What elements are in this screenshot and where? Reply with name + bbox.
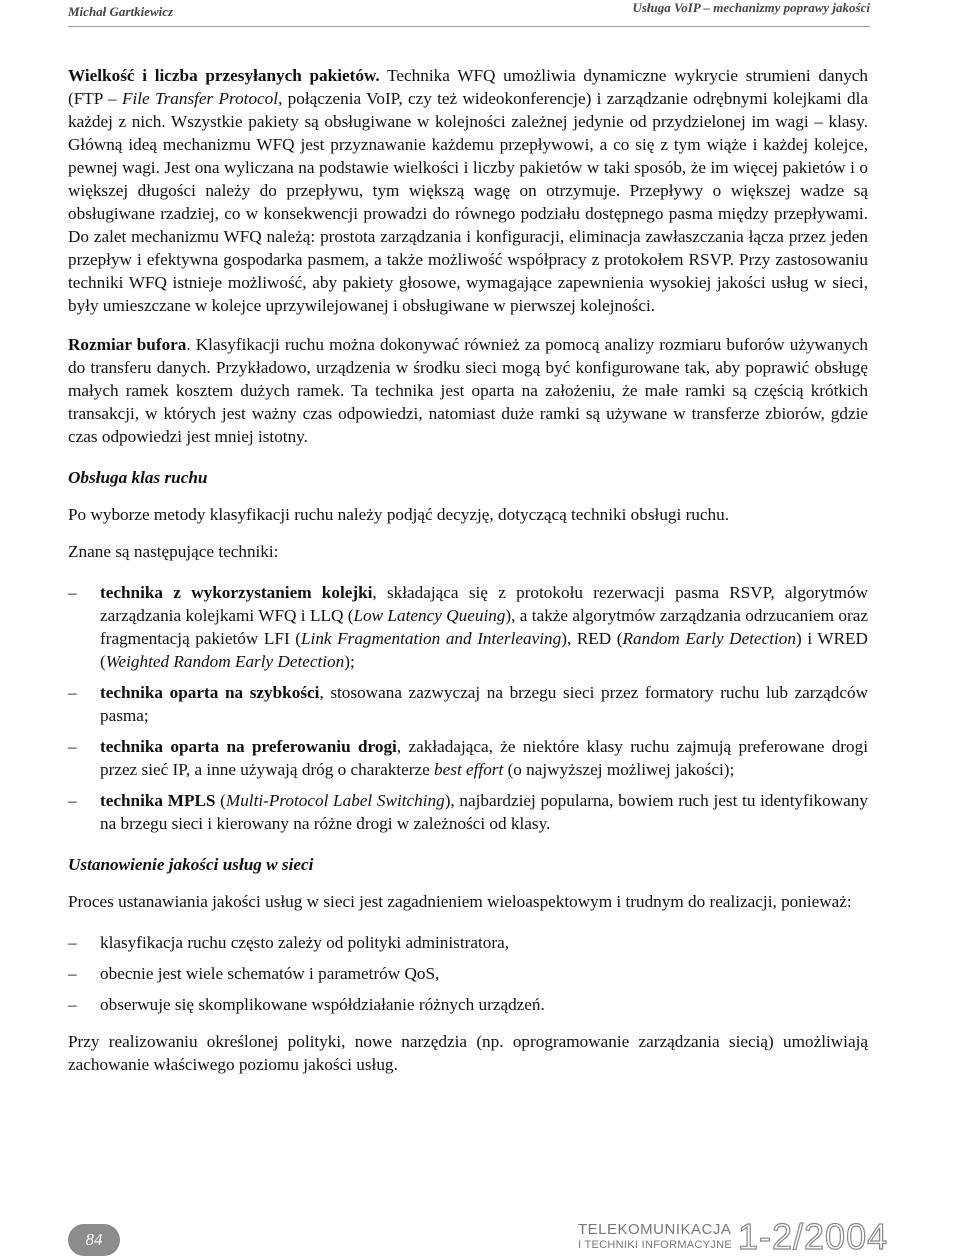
dash-bullet: – [68, 933, 77, 952]
text: (o najwyższej możliwej jakości); [503, 760, 735, 779]
publication-subtitle: I TECHNIKI INFORMACYJNE [578, 1239, 732, 1251]
text: . Klasyfikacji ruchu można dokonywać również za pomocą analizy rozmiaru buforów używanych do transferu danych. Przykładowo, urządzenia w środku sieci mogą być konfigurowane tak, aby poprawić obsługę małych ramek kosztem dużych ramek. Ta technika jest oparta na założeniu, że małe ramki są częścią krótkich transakcji, w których jest ważny czas odpowiedzi, natomiast duże ramki są używane w transferze zbiorów, gdzie czas odpowiedzi jest mniej istotny. [68, 335, 868, 446]
paragraph-buffer-size [68, 333, 868, 448]
paragraph-packet-size [68, 64, 868, 317]
techniques-list [68, 581, 868, 835]
page-footer [0, 1218, 960, 1256]
paragraph: Proces ustanawiania jakości usług w sieci jest zagadnieniem wieloaspektowym i trudnym do realizacji, ponieważ: [68, 892, 852, 911]
list-item [68, 735, 868, 781]
text: , połączenia VoIP, czy też wideokonferencje) i zarządzanie odrębnymi kolejkami dla każdej z nich. Wszystkie pakiety są obsługiwane w kolejności zależnej jedynie od przydzielonej im wagi – klasy. Główną ideą mechanizmu WFQ jest przyznawanie każdemu przepływowi, a co się z tym wiąże i każdej kolejce, pewnej wagi. Jest ona wyliczana na podstawie wielkości i liczby pakietów w taki sposób, że im więcej pakietów i o większej długości należy do przepływu, tym większą wagę on otrzymuje. Przepływy o większej wadze są obsługiwane rzadziej, co w konsekwencji prowadzi do równego podziału dostępnego pasma między przepływami. Do zalet mechanizmu WFQ należą: prostota zarządzania i konfiguracji, eliminacja zawłaszczania łącza przez jeden przepływ i efektywna gospodarka pasmem, a także możliwość współpracy z protokołem RSVP. Przy zastosowaniu techniki WFQ istnieje możliwość, aby pakiety głosowe, wymagające zapewnienia wysokiej jakości usług w sieci, były umieszczane w kolejce uprzywilejowanej i obsługiwane w pierwszej kolejności. [68, 89, 868, 315]
issue-number: 1-2/2004 [738, 1216, 889, 1257]
paragraph: Przy realizowaniu określonej polityki, nowe narzędzia (np. oprogramowanie zarządzania siecią) umożliwiają zachowanie właściwego poziomu jakości usług. [68, 1032, 868, 1074]
term: technika MPLS [100, 791, 216, 810]
dash-bullet: – [68, 583, 77, 602]
paragraph: Po wyborze metody klasyfikacji ruchu należy podjąć decyzję, dotyczącą techniki obsługi ruchu. [68, 505, 730, 524]
paragraph-heading: Rozmiar bufora [68, 335, 187, 354]
text: obserwuje się skomplikowane współdziałanie różnych urządzeń. [100, 995, 545, 1014]
text: obecnie jest wiele schematów i parametrów QoS, [100, 964, 440, 983]
list-item [68, 962, 868, 985]
publication-name: TELEKOMUNIKACJA [578, 1221, 732, 1238]
text: ), RED ( [561, 629, 623, 648]
dash-bullet: – [68, 791, 77, 810]
term: technika oparta na preferowaniu drogi [100, 737, 397, 756]
text: , składająca się z protokołu rezerwacji pasma RSVP, algorytmów zarządzania kolejkami WFQ i LLQ ( [100, 583, 868, 625]
publication-logo [578, 1222, 732, 1252]
italic-term: best effort [434, 760, 504, 779]
italic-term: File Transfer Protocol [121, 89, 279, 108]
dash-bullet: – [68, 964, 77, 983]
reasons-list [68, 931, 868, 1016]
text: , zakładająca, że niektóre klasy ruchu zajmują preferowane drogi przez sieć IP, a inne używają dróg o charakterze [100, 737, 868, 779]
list-item [68, 931, 868, 954]
italic-term: Low Latency Queuing [353, 606, 506, 625]
list-item [68, 789, 868, 835]
italic-term: Random Early Detection [622, 629, 796, 648]
header-author: Michał Gartkiewicz [68, 4, 174, 19]
text: klasyfikacja ruchu często zależy od polityki administratora, [100, 933, 510, 952]
dash-bullet: – [68, 683, 77, 702]
text: , stosowana zazwyczaj na brzegu sieci przez formatory ruchu lub zarządców pasma; [100, 683, 868, 725]
paragraph: Znane są następujące techniki: [68, 542, 279, 561]
text: ( [215, 791, 226, 810]
page-number: 84 [68, 1224, 120, 1256]
text: ) i WRED ( [100, 629, 868, 671]
article-body [68, 64, 868, 1076]
dash-bullet: – [68, 737, 77, 756]
italic-term: Weighted Random Early Detection [105, 652, 345, 671]
running-header [68, 0, 870, 27]
text: ), najbardziej popularna, bowiem ruch jest tu identyfikowany na brzegu sieci i kierowany na różne drogi w zależności od klasy. [100, 791, 868, 833]
header-title: Usługa VoIP – mechanizmy poprawy jakości [632, 0, 870, 15]
text: ); [344, 652, 355, 671]
list-item [68, 581, 868, 673]
italic-term: Link Fragmentation and Interleaving [300, 629, 562, 648]
section-heading-qos-establishment: Ustanowienie jakości usług w sieci [68, 855, 314, 874]
term: technika oparta na szybkości [100, 683, 320, 702]
list-item [68, 993, 868, 1016]
section-heading-traffic-classes: Obsługa klas ruchu [68, 468, 208, 487]
paragraph-heading: Wielkość i liczba przesyłanych pakietów. [68, 66, 380, 85]
list-item [68, 681, 868, 727]
italic-term: Multi-Protocol Label Switching [225, 791, 445, 810]
text: Technika WFQ umożliwia dynamiczne wykrycie strumieni danych (FTP – [68, 66, 869, 108]
dash-bullet: – [68, 995, 77, 1014]
term: technika z wykorzystaniem kolejki [100, 583, 373, 602]
text: ), a także algorytmów zarządzania odrzucaniem oraz fragmentacją pakietów LFI ( [100, 606, 868, 648]
